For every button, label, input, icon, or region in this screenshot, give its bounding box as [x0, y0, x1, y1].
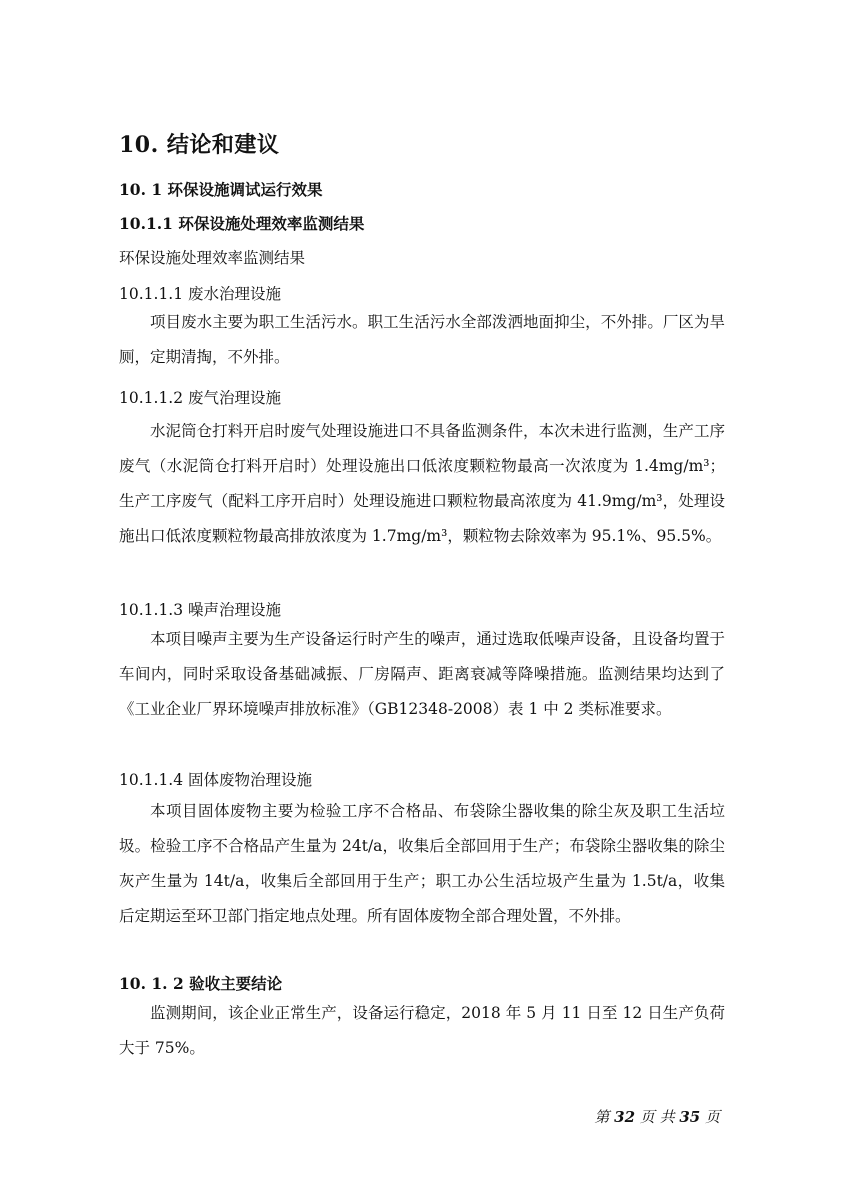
exhaust-paragraph: 水泥筒仓打料开启时废气处理设施进口不具备监测条件，本次未进行监测，生产工序废气（水泥筒仓打料开启时）处理设施出口低浓度颗粒物最高一次浓度为 1.4mg/m³；生产工序废气（配料工序开启时）处理设施进口颗粒物最高浓度为 41.9mg/m³，处理设施出口低浓度颗粒物最高排放浓度为 1.7mg/m³，颗粒物去除效率为 95.1%、95.5%。 [119, 422, 725, 545]
subsection-heading: 10. 1 环保设施调试运行效果 [119, 180, 323, 199]
wastewater-heading: 10.1.1.1 废水治理设施 [119, 285, 282, 303]
acceptance-heading: 10. 1. 2 验收主要结论 [119, 974, 283, 993]
footer-suffix: 页 [700, 1108, 720, 1126]
total-page-count: 35 [679, 1108, 701, 1126]
current-page-number: 32 [614, 1108, 636, 1126]
page-number-footer [594, 1106, 720, 1127]
acceptance-paragraph: 监测期间，该企业正常生产，设备运行稳定，2018 年 5 月 11 日至 12 日生产负荷大于 75%。 [119, 1004, 725, 1057]
subsubsection-intro: 环保设施处理效率监测结果 [119, 249, 306, 267]
wastewater-paragraph: 项目废水主要为职工生活污水。职工生活污水全部泼洒地面抑尘，不外排。厂区为旱厕，定期清掏，不外排。 [119, 313, 725, 366]
footer-prefix: 第 [594, 1108, 615, 1126]
noise-heading: 10.1.1.3 噪声治理设施 [119, 601, 282, 619]
section-title: 10. 结论和建议 [119, 132, 280, 158]
solid-waste-paragraph: 本项目固体废物主要为检验工序不合格品、布袋除尘器收集的除尘灰及职工生活垃圾。检验工序不合格品产生量为 24t/a，收集后全部回用于生产；布袋除尘器收集的除尘灰产生量为 14t/a，收集后全部回用于生产；职工办公生活垃圾产生量为 1.5t/a，收集后定期运至环卫部门指定地点处理。所有固体废物全部合理处置，不外排。 [119, 802, 725, 925]
noise-paragraph: 本项目噪声主要为生产设备运行时产生的噪声，通过选取低噪声设备，且设备均置于车间内，同时采取设备基础减振、厂房隔声、距离衰减等降噪措施。监测结果均达到了《工业企业厂界环境噪声排放标准》（GB12348-2008）表 1 中 2 类标准要求。 [119, 630, 725, 718]
solid-waste-heading: 10.1.1.4 固体废物治理设施 [119, 771, 313, 789]
exhaust-heading: 10.1.1.2 废气治理设施 [119, 389, 282, 407]
footer-middle: 页 共 [635, 1108, 680, 1126]
subsubsection-heading: 10.1.1 环保设施处理效率监测结果 [119, 214, 365, 233]
